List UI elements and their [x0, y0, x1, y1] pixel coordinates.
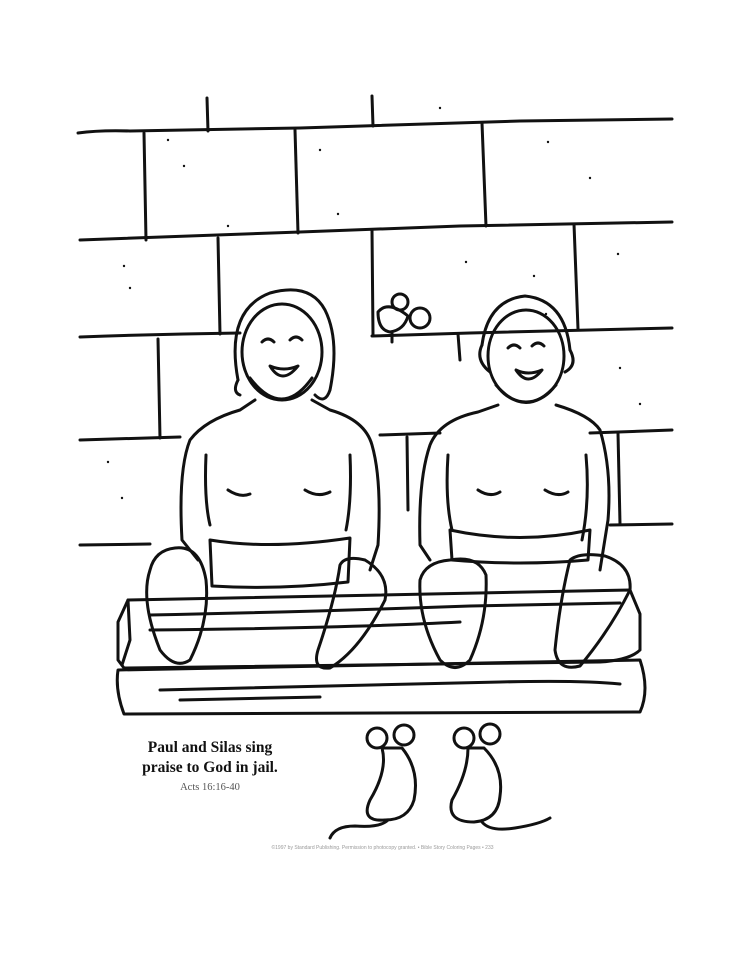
copyright-footer: ©1997 by Standard Publishing. Permission to photocopy granted. • Bible Story Coloring Pages • 233 [271, 845, 494, 851]
silas-figure [420, 296, 630, 668]
caption-line-2: praise to God in jail. [142, 759, 278, 776]
scripture-reference: Acts 16:16-40 [180, 782, 240, 793]
brick-wall [78, 96, 672, 545]
mouse-sitting-right [451, 724, 550, 829]
caption-line-1: Paul and Silas sing [147, 739, 273, 756]
caption-block [110, 738, 310, 793]
mouse-sitting-left [330, 725, 416, 838]
